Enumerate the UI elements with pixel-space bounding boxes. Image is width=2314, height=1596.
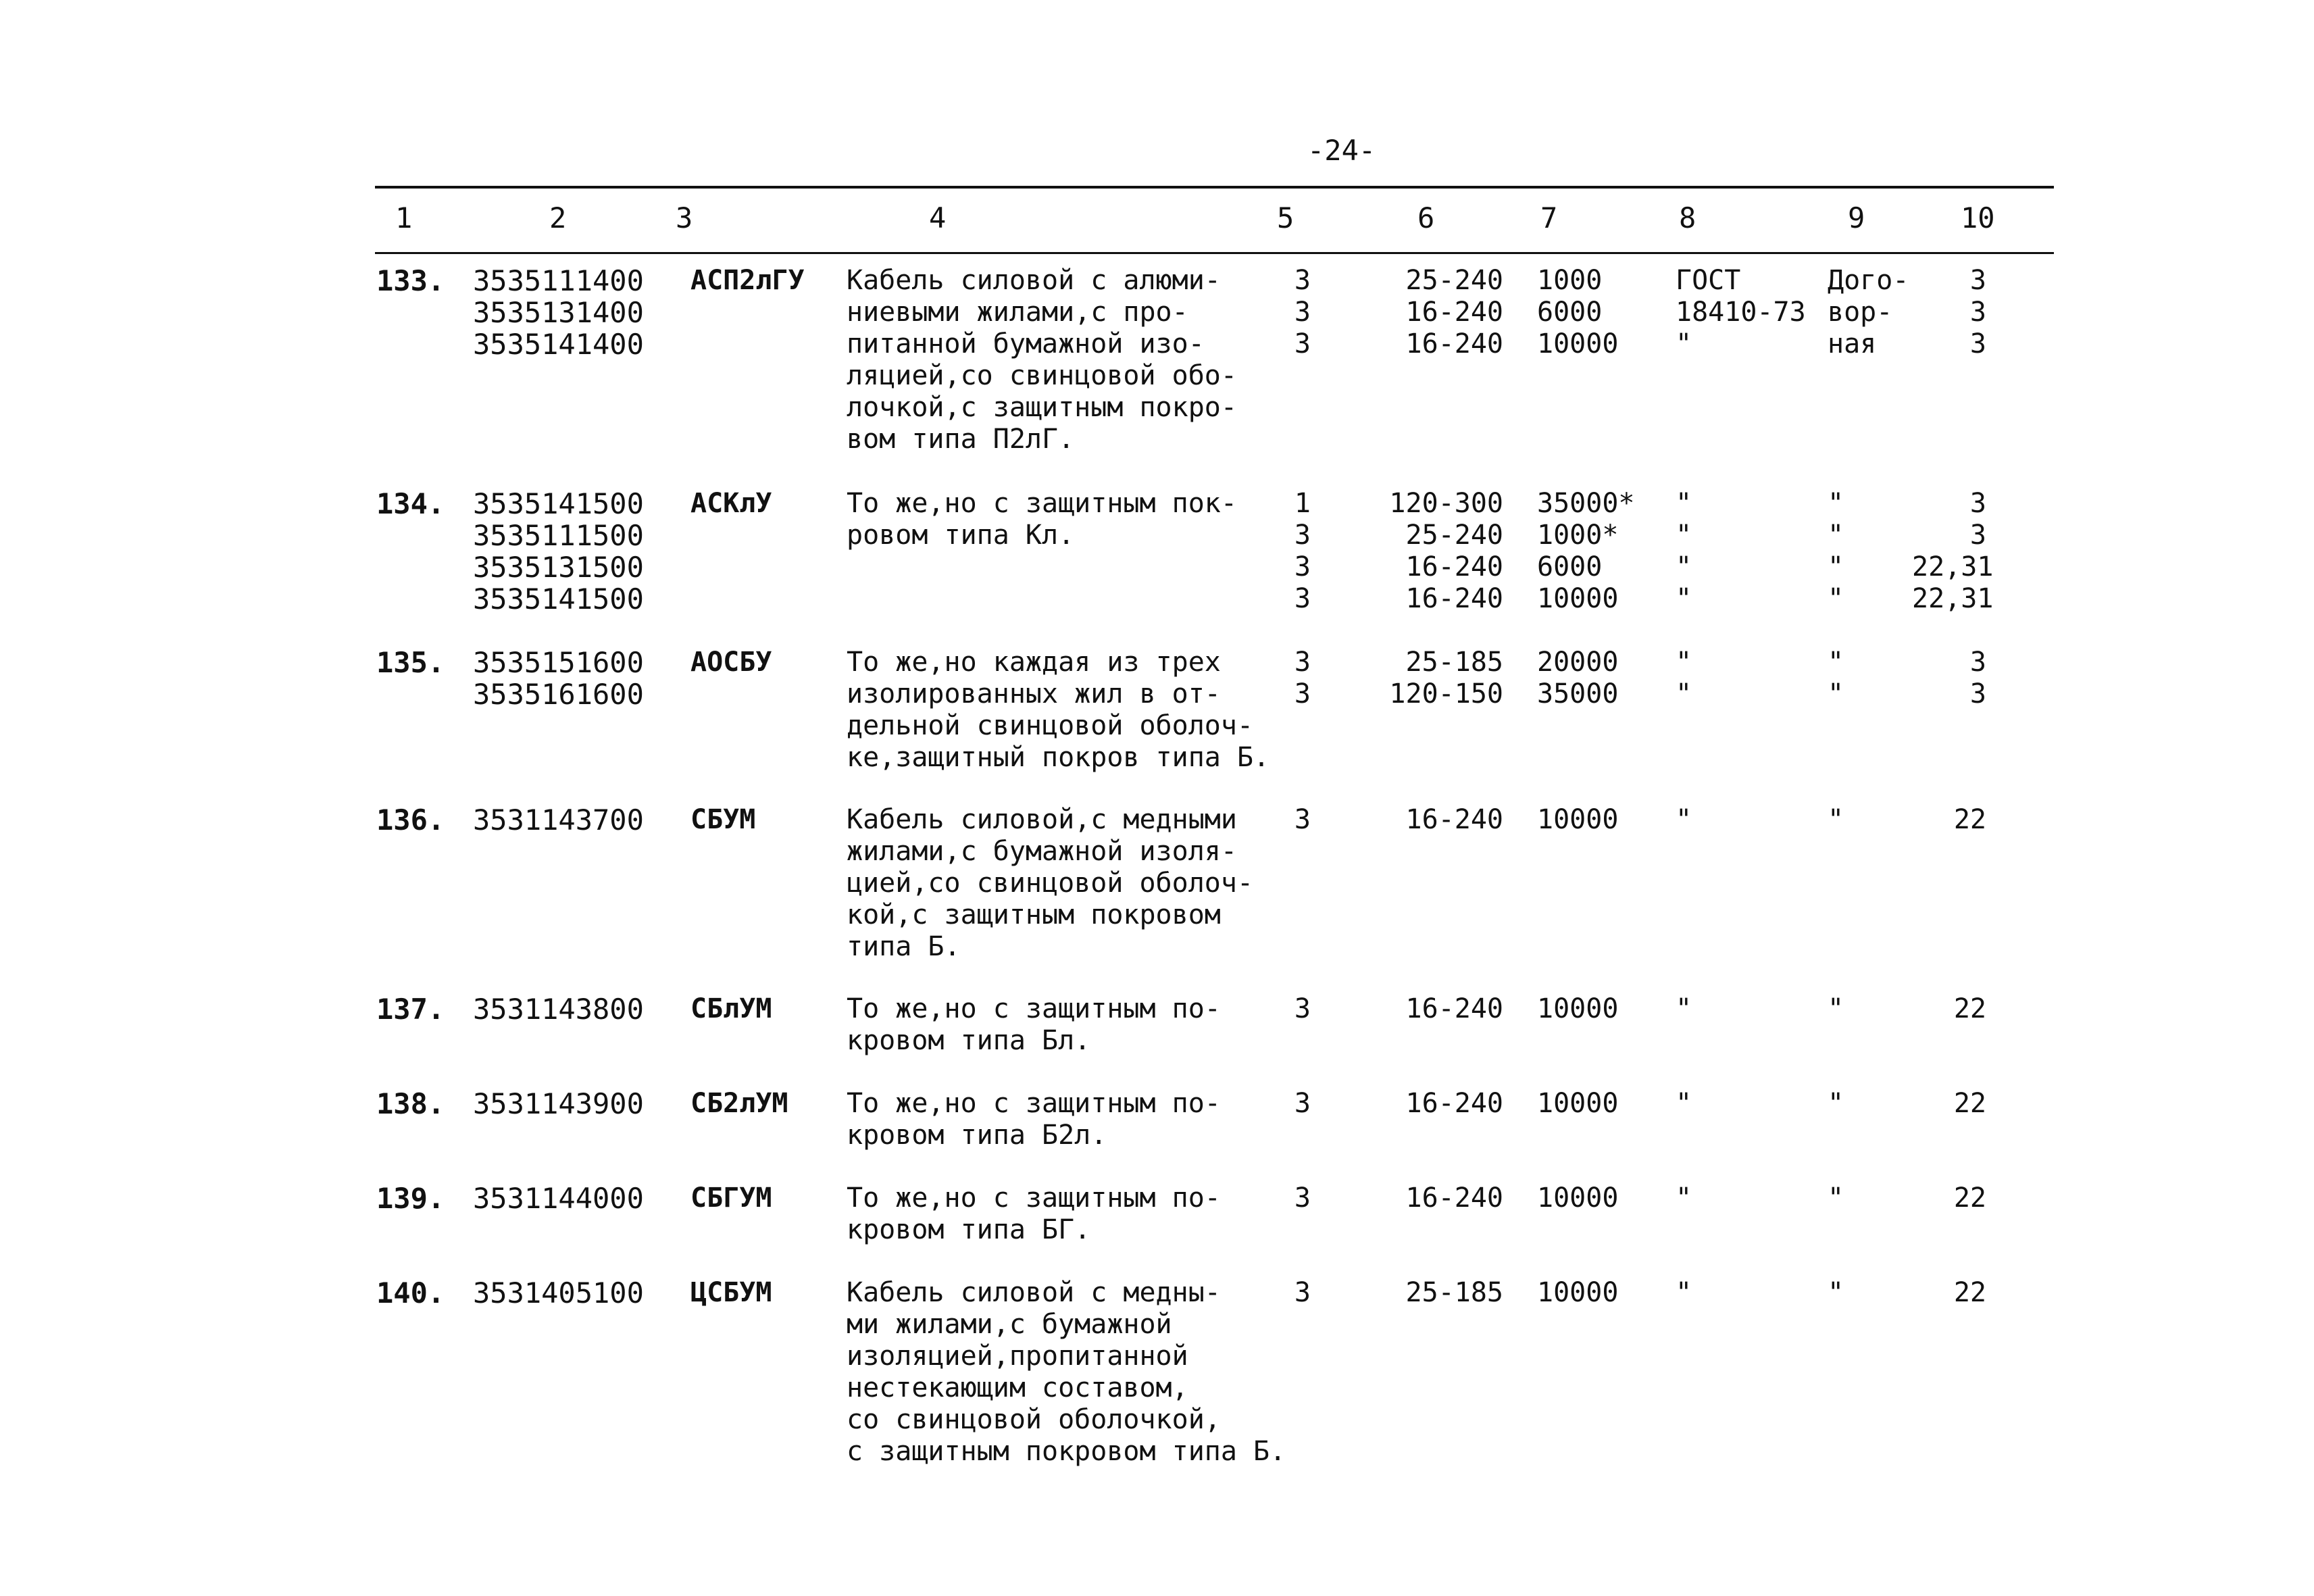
col-8-value: " (1676, 647, 1692, 678)
row-number: 133. (376, 264, 445, 297)
col-6-value: 25-185 (1405, 647, 1503, 678)
col-7-value: 35000* (1537, 488, 1635, 519)
col-5-value: 3 (1294, 1088, 1311, 1119)
header-col-5: 5 (1277, 201, 1294, 234)
description-line: с защитным покровом типа Б. (847, 1436, 1286, 1467)
col-10-value: 3 (1969, 520, 1986, 551)
col-8-value: 18410-73 (1676, 297, 1806, 328)
col-9-value: " (1828, 678, 1844, 709)
col-10-value: 3 (1969, 265, 1986, 296)
col-6-value: 25-185 (1405, 1277, 1503, 1308)
row-number: 139. (376, 1182, 445, 1215)
header-col-10: 10 (1961, 201, 1995, 234)
cable-mark: СБУМ (690, 804, 756, 835)
col-6-value: 16-240 (1405, 993, 1503, 1024)
row-number: 137. (376, 993, 445, 1026)
product-code: 3531405100 (473, 1276, 644, 1310)
row-number: 135. (376, 646, 445, 679)
col-10-value: 22 (1953, 1277, 1986, 1308)
col-6-value: 16-240 (1405, 804, 1503, 835)
table-top-rule (375, 186, 2054, 189)
col-6-value: 120-300 (1389, 488, 1503, 519)
cable-mark: СБлУМ (690, 993, 772, 1024)
col-5-value: 3 (1294, 551, 1311, 582)
header-col-3: 3 (676, 201, 693, 234)
col-10-value: 3 (1969, 678, 1986, 709)
col-8-value: " (1676, 488, 1692, 519)
col-6-value: 16-240 (1405, 297, 1503, 328)
col-5-value: 3 (1294, 804, 1311, 835)
product-code: 3531143700 (473, 803, 644, 837)
col-8-value: " (1676, 1182, 1692, 1214)
description-line: кровом типа БГ. (847, 1214, 1091, 1245)
description-line: То же,но с защитным по- (847, 1088, 1221, 1119)
description-line: кровом типа Б2л. (847, 1120, 1107, 1151)
description-line: ниевыми жилами,с про- (847, 297, 1188, 328)
col-8-value: " (1676, 993, 1692, 1024)
product-code: 3535141400 (473, 328, 644, 361)
col-9-value: " (1828, 551, 1844, 582)
col-6-value: 120-150 (1389, 678, 1503, 709)
col-6-value: 16-240 (1405, 328, 1503, 359)
col-6-value: 16-240 (1405, 551, 1503, 582)
description-line: То же,но с защитным по- (847, 1182, 1221, 1214)
header-bottom-rule (375, 252, 2054, 254)
header-col-4: 4 (929, 201, 947, 234)
header-col-1: 1 (395, 201, 413, 234)
product-code: 3535161600 (473, 678, 644, 711)
col-8-value: " (1676, 1277, 1692, 1308)
header-col-2: 2 (549, 201, 567, 234)
col-5-value: 3 (1294, 328, 1311, 359)
col-6-value: 16-240 (1405, 1182, 1503, 1214)
row-number: 136. (376, 803, 445, 837)
col-9-value: " (1828, 993, 1844, 1024)
col-10-value: 3 (1969, 488, 1986, 519)
col-7-value: 10000 (1537, 1277, 1619, 1308)
description-line: кой,с защитным покровом (847, 899, 1221, 930)
description-line: изоляцией,пропитанной (847, 1341, 1188, 1372)
col-7-value: 10000 (1537, 804, 1619, 835)
product-code: 3535131500 (473, 551, 644, 584)
col-7-value: 10000 (1537, 1182, 1619, 1214)
col-8-value: " (1676, 328, 1692, 359)
description-line: нестекающим составом, (847, 1372, 1188, 1403)
col-6-value: 16-240 (1405, 1088, 1503, 1119)
description-line: типа Б. (847, 931, 961, 962)
col-5-value: 3 (1294, 520, 1311, 551)
col-8-value: " (1676, 551, 1692, 582)
description-line: жилами,с бумажной изоля- (847, 836, 1237, 867)
col-7-value: 10000 (1537, 328, 1619, 359)
row-number: 140. (376, 1276, 445, 1310)
col-6-value: 25-240 (1405, 265, 1503, 296)
header-col-7: 7 (1540, 201, 1558, 234)
cable-mark: АОСБУ (690, 647, 772, 678)
col-5-value: 3 (1294, 297, 1311, 328)
col-7-value: 10000 (1537, 993, 1619, 1024)
col-9-value: " (1828, 1088, 1844, 1119)
col-7-value: 20000 (1537, 647, 1619, 678)
description-line: питанной бумажной изо- (847, 328, 1205, 359)
cable-mark: АСП2лГУ (690, 265, 805, 296)
col-10-value: 3 (1969, 328, 1986, 359)
col-5-value: 3 (1294, 647, 1311, 678)
product-code: 3535131400 (473, 296, 644, 329)
description-line: со свинцовой оболочкой, (847, 1404, 1221, 1435)
col-8-value: ГОСТ (1676, 265, 1741, 296)
col-10-value: 22 (1953, 1182, 1986, 1214)
col-5-value: 3 (1294, 583, 1311, 614)
col-9-value: " (1828, 1182, 1844, 1214)
col-8-value: " (1676, 804, 1692, 835)
col-5-value: 3 (1294, 678, 1311, 709)
col-6-value: 16-240 (1405, 583, 1503, 614)
col-10-value: 22 (1953, 804, 1986, 835)
col-7-value: 6000 (1537, 551, 1603, 582)
col-7-value: 1000* (1537, 520, 1619, 551)
header-col-8: 8 (1679, 201, 1696, 234)
col-8-value: " (1676, 520, 1692, 551)
description-line: То же,но с защитным пок- (847, 488, 1237, 519)
col-7-value: 35000 (1537, 678, 1619, 709)
description-line: цией,со свинцовой оболоч- (847, 868, 1254, 899)
description-line: ровом типа Кл. (847, 520, 1075, 551)
product-code: 3535141500 (473, 582, 644, 616)
col-10-value: 3 (1969, 647, 1986, 678)
col-5-value: 3 (1294, 1182, 1311, 1214)
col-8-value: " (1676, 583, 1692, 614)
description-line: ми жилами,с бумажной (847, 1309, 1172, 1340)
col-10-value: 22,31 (1912, 583, 1994, 614)
col-7-value: 6000 (1537, 297, 1603, 328)
product-code: 3531143900 (473, 1087, 644, 1120)
col-7-value: 10000 (1537, 1088, 1619, 1119)
description-line: ляцией,со свинцовой обо- (847, 360, 1237, 391)
col-9-value: Дого- (1828, 265, 1909, 296)
cable-mark: СБ2лУМ (690, 1088, 788, 1119)
header-col-6: 6 (1417, 201, 1435, 234)
description-line: вом типа П2лГ. (847, 424, 1075, 455)
col-6-value: 25-240 (1405, 520, 1503, 551)
col-8-value: " (1676, 678, 1692, 709)
page-number: -24- (1307, 134, 1376, 167)
description-line: дельной свинцовой оболоч- (847, 710, 1254, 741)
row-number: 134. (376, 487, 445, 520)
col-10-value: 22,31 (1912, 551, 1994, 582)
col-5-value: 3 (1294, 265, 1311, 296)
product-code: 3531143800 (473, 993, 644, 1026)
cable-mark: ЦСБУМ (690, 1277, 772, 1308)
col-7-value: 1000 (1537, 265, 1603, 296)
description-line: То же,но каждая из трех (847, 647, 1221, 678)
col-9-value: ная (1828, 328, 1877, 359)
col-9-value: " (1828, 647, 1844, 678)
product-code: 3531144000 (473, 1182, 644, 1215)
description-line: То же,но с защитным по- (847, 993, 1221, 1024)
col-5-value: 3 (1294, 1277, 1311, 1308)
description-line: Кабель силовой с медны- (847, 1277, 1221, 1308)
description-line: изолированных жил в от- (847, 678, 1221, 709)
col-10-value: 3 (1969, 297, 1986, 328)
product-code: 3535111400 (473, 264, 644, 297)
product-code: 3535151600 (473, 646, 644, 679)
product-code: 3535141500 (473, 487, 644, 520)
description-line: Кабель силовой,с медными (847, 804, 1237, 835)
cable-mark: СБГУМ (690, 1182, 772, 1214)
col-9-value: " (1828, 804, 1844, 835)
col-5-value: 3 (1294, 993, 1311, 1024)
description-line: кровом типа Бл. (847, 1025, 1091, 1056)
col-9-value: " (1828, 1277, 1844, 1308)
col-9-value: " (1828, 583, 1844, 614)
col-9-value: " (1828, 488, 1844, 519)
col-7-value: 10000 (1537, 583, 1619, 614)
col-10-value: 22 (1953, 1088, 1986, 1119)
row-number: 138. (376, 1087, 445, 1120)
col-8-value: " (1676, 1088, 1692, 1119)
header-col-9: 9 (1848, 201, 1865, 234)
description-line: Кабель силовой с алюми- (847, 265, 1221, 296)
description-line: ке,защитный покров типа Б. (847, 742, 1270, 773)
description-line: лочкой,с защитным покро- (847, 392, 1237, 423)
col-9-value: " (1828, 520, 1844, 551)
cable-mark: АСКлУ (690, 488, 772, 519)
col-5-value: 1 (1294, 488, 1311, 519)
product-code: 3535111500 (473, 519, 644, 552)
col-9-value: вор- (1828, 297, 1893, 328)
col-10-value: 22 (1953, 993, 1986, 1024)
